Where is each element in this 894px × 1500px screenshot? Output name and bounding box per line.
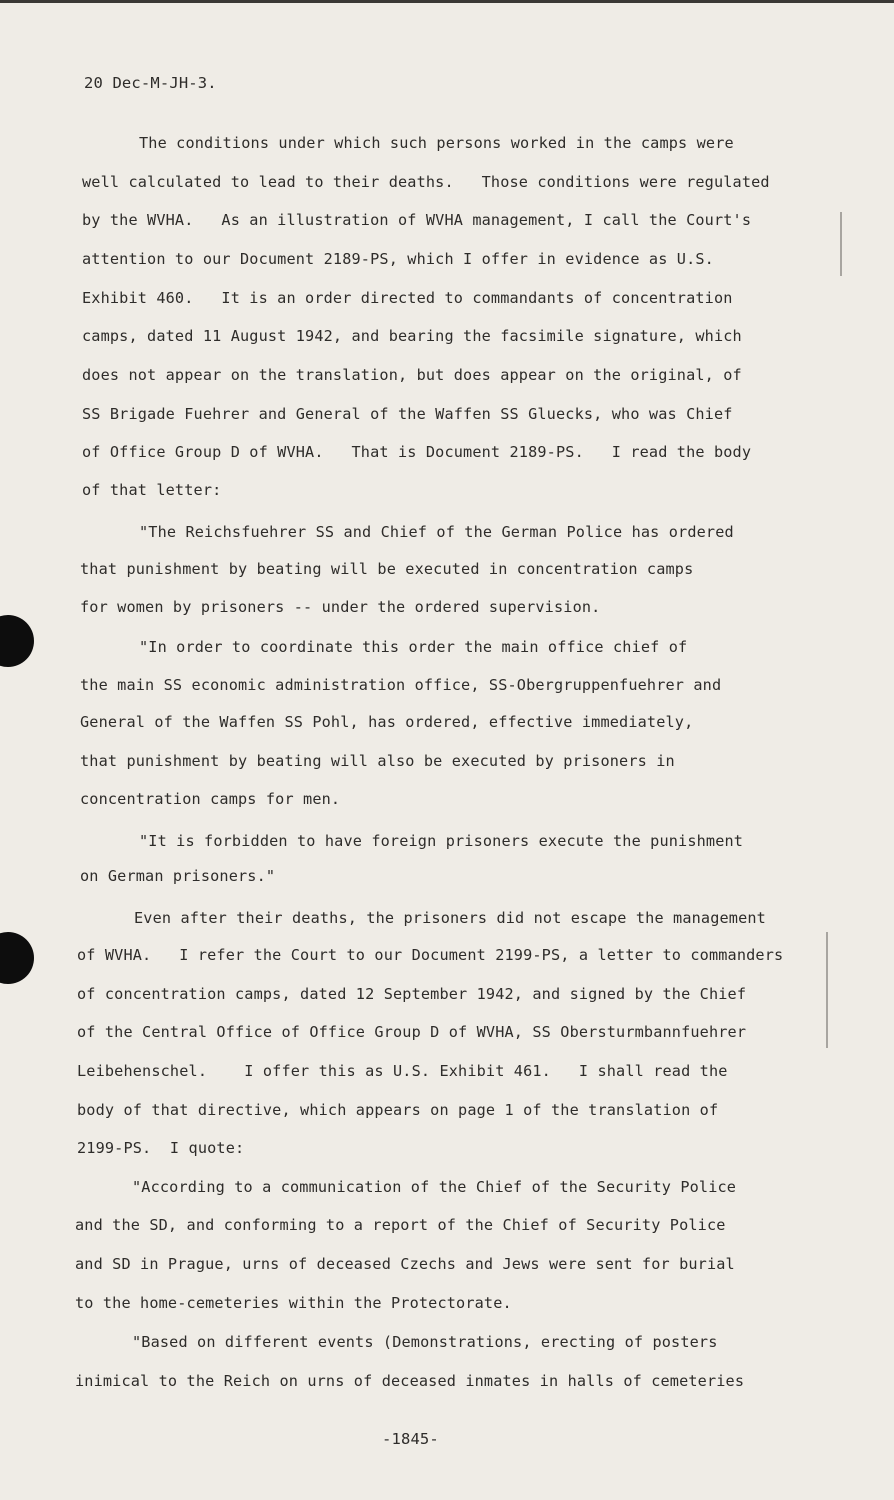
text-line: Even after their deaths, the prisoners did not escape the management [134, 909, 766, 927]
quote-line: "The Reichsfuehrer SS and Chief of the German Police has ordered [139, 523, 734, 541]
quote-line: "According to a communication of the Chief of the Security Police [132, 1178, 737, 1196]
quote-line: the main SS economic administration office, SS-Obergruppenfuehrer and [80, 676, 722, 694]
page-number: -1845- [382, 1430, 439, 1448]
text-line: of WVHA. I refer the Court to our Document 2199-PS, a letter to commanders [77, 946, 784, 964]
quote-line: "It is forbidden to have foreign prisoners execute the punishment [139, 832, 744, 850]
text-line: of Office Group D of WVHA. That is Document 2189-PS. I read the body [82, 443, 752, 461]
quote-line: inimical to the Reich on urns of deceased inmates in halls of cemeteries [75, 1372, 745, 1390]
quote-line: and SD in Prague, urns of deceased Czechs and Jews were sent for burial [75, 1255, 735, 1273]
text-line: by the WVHA. As an illustration of WVHA management, I call the Court's [82, 211, 752, 229]
quote-line: "Based on different events (Demonstrations, erecting of posters [132, 1333, 718, 1351]
quote-line: that punishment by beating will be executed in concentration camps [80, 560, 694, 578]
quote-line: and the SD, and conforming to a report of the Chief of Security Police [75, 1216, 726, 1234]
text-line: of concentration camps, dated 12 September 1942, and signed by the Chief [77, 985, 747, 1003]
margin-mark [840, 212, 842, 276]
text-line: 2199-PS. I quote: [77, 1139, 245, 1157]
top-edge-rule [0, 0, 894, 3]
quote-line: on German prisoners." [80, 867, 276, 885]
quote-line: that punishment by beating will also be executed by prisoners in [80, 752, 675, 770]
text-line: body of that directive, which appears on page 1 of the translation of [77, 1101, 719, 1119]
text-line: well calculated to lead to their deaths. Those conditions were regulated [82, 173, 770, 191]
document-reference: 20 Dec-M-JH-3. [84, 74, 217, 92]
text-line: of the Central Office of Office Group D of WVHA, SS Obersturmbannfuehrer [77, 1023, 747, 1041]
text-line: The conditions under which such persons worked in the camps were [139, 134, 734, 152]
punch-hole [0, 932, 34, 984]
text-line: camps, dated 11 August 1942, and bearing the facsimile signature, which [82, 327, 742, 345]
quote-line: General of the Waffen SS Pohl, has ordered, effective immediately, [80, 713, 694, 731]
margin-mark [826, 932, 828, 1048]
quote-line: concentration camps for men. [80, 790, 341, 808]
text-line: Exhibit 460. It is an order directed to commandants of concentration [82, 289, 733, 307]
quote-line: for women by prisoners -- under the ordered supervision. [80, 598, 601, 616]
text-line: attention to our Document 2189-PS, which I offer in evidence as U.S. [82, 250, 714, 268]
text-line: does not appear on the translation, but does appear on the original, of [82, 366, 742, 384]
punch-hole [0, 615, 34, 667]
quote-line: to the home-cemeteries within the Protectorate. [75, 1294, 512, 1312]
quote-line: "In order to coordinate this order the main office chief of [139, 638, 688, 656]
text-line: Leibehenschel. I offer this as U.S. Exhibit 461. I shall read the [77, 1062, 728, 1080]
text-line: of that letter: [82, 481, 222, 499]
text-line: SS Brigade Fuehrer and General of the Waffen SS Gluecks, who was Chief [82, 405, 733, 423]
